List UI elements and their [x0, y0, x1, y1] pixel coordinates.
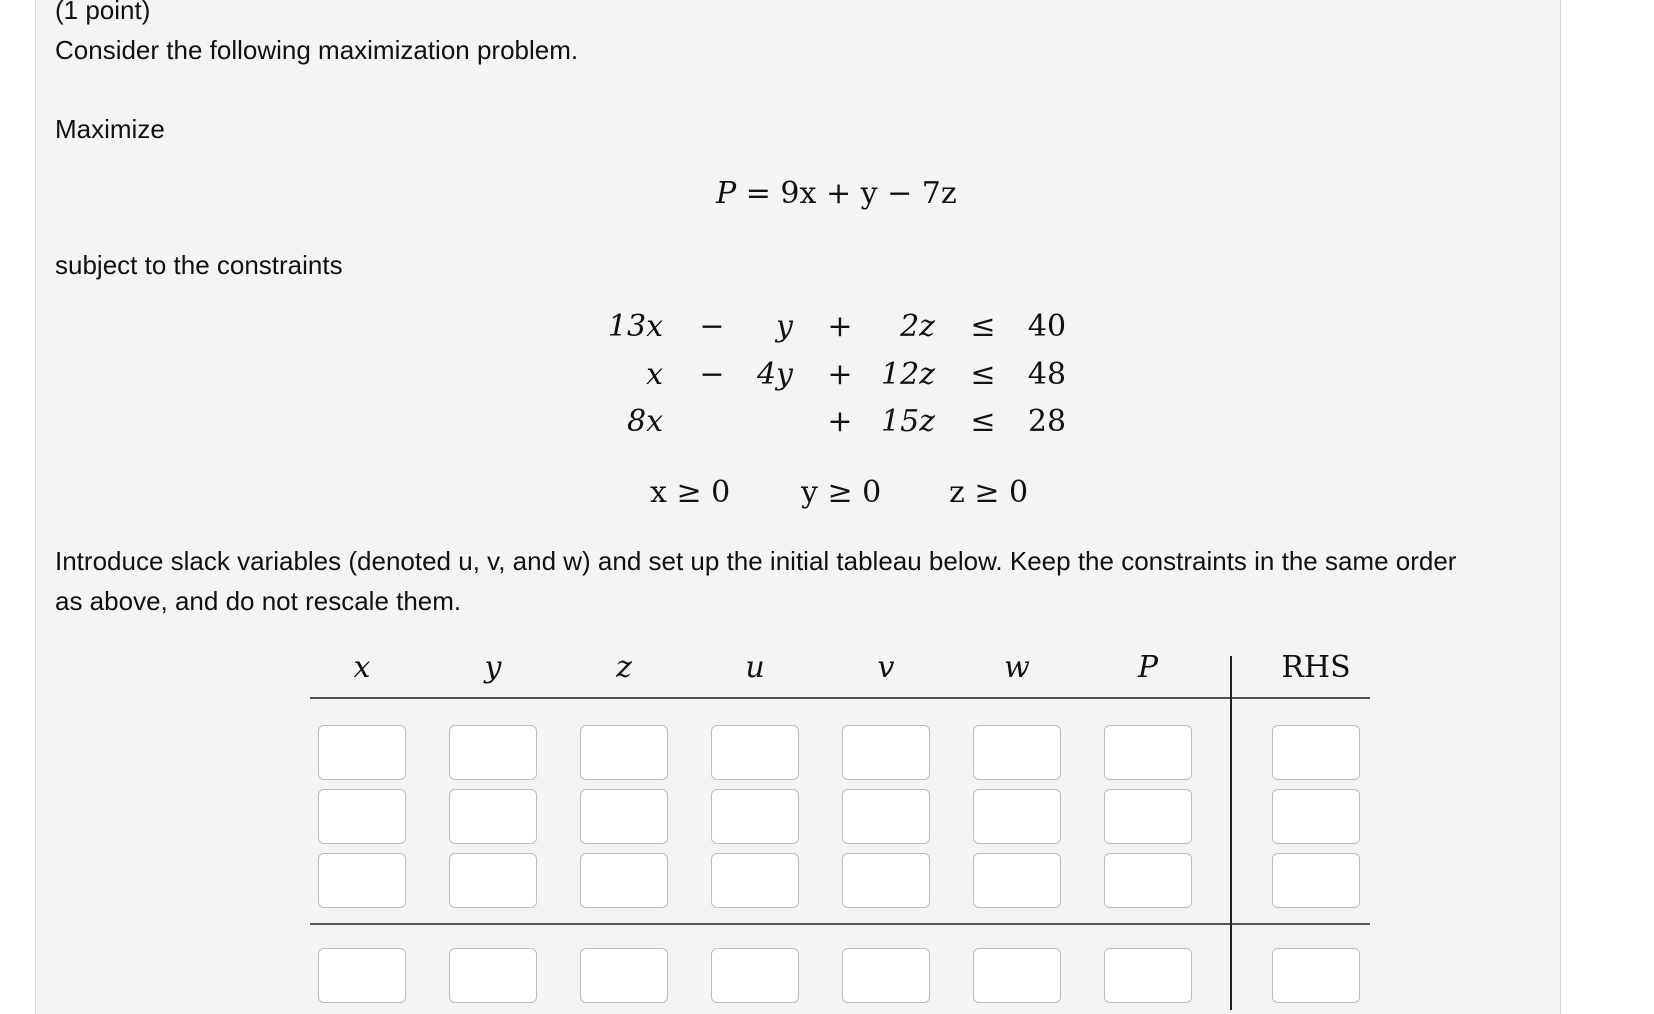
constraint-row-1-x-input[interactable]: [318, 725, 406, 780]
constraint-2-c: 12z: [881, 357, 935, 392]
constraint-row-2-u-input[interactable]: [711, 789, 799, 844]
header-w: w: [1004, 650, 1030, 685]
constraint-row-2-rhs-input[interactable]: [1272, 789, 1360, 844]
constraint-1-rhs: 40: [1027, 309, 1067, 344]
problem-intro: Consider the following maximization problem.: [55, 35, 579, 65]
constraint-2-rhs: 48: [1027, 357, 1067, 392]
header-divider: [310, 697, 1370, 699]
constraint-3-a: 8x: [626, 404, 663, 439]
constraint-row-1-p-input[interactable]: [1104, 725, 1192, 780]
constraint-row-1-v-input[interactable]: [842, 725, 930, 780]
header-rhs: RHS: [1281, 650, 1351, 685]
constraint-1-rel: ≤: [970, 309, 996, 344]
objective-row-y-input[interactable]: [449, 948, 537, 1003]
objective-function: [716, 176, 957, 211]
header-p: P: [1137, 650, 1159, 685]
constraint-2-a: x: [646, 357, 663, 392]
instructions-line-2: as above, and do not rescale them.: [55, 586, 462, 616]
constraint-row-3-w-input[interactable]: [973, 853, 1061, 908]
constraint-row-2-w-input[interactable]: [973, 789, 1061, 844]
nonneg-1: x ≥ 0: [650, 475, 731, 510]
constraint-row-1-z-input[interactable]: [580, 725, 668, 780]
constraint-2-op2: +: [827, 357, 853, 392]
constraint-row-2-v-input[interactable]: [842, 789, 930, 844]
constraint-row-2-x-input[interactable]: [318, 789, 406, 844]
constraint-row-1-y-input[interactable]: [449, 725, 537, 780]
points-label: (1 point): [55, 0, 151, 25]
header-v: v: [877, 650, 895, 685]
constraint-1-b: y: [776, 309, 793, 344]
objective-divider: [310, 923, 1370, 925]
constraint-3-c: 15z: [881, 404, 935, 439]
objective-row-z-input[interactable]: [580, 948, 668, 1003]
header-x: x: [353, 650, 371, 685]
objective-row-u-input[interactable]: [711, 948, 799, 1003]
constraints-label: subject to the constraints: [55, 250, 343, 280]
constraint-row-3-rhs-input[interactable]: [1272, 853, 1360, 908]
constraint-row-3-p-input[interactable]: [1104, 853, 1192, 908]
constraint-row-2-p-input[interactable]: [1104, 789, 1192, 844]
constraint-row-3-v-input[interactable]: [842, 853, 930, 908]
constraint-row-3-y-input[interactable]: [449, 853, 537, 908]
objective-lhs: P: [716, 176, 737, 211]
objective-rhs: 9x + y − 7z: [780, 176, 957, 211]
nonneg-2: y ≥ 0: [801, 475, 882, 510]
constraint-3-rhs: 28: [1027, 404, 1067, 439]
objective-row-v-input[interactable]: [842, 948, 930, 1003]
constraint-2-op1: −: [699, 357, 725, 392]
header-u: u: [745, 650, 765, 685]
header-y: y: [484, 650, 502, 685]
constraint-row-1-w-input[interactable]: [973, 725, 1061, 780]
constraint-row-2-y-input[interactable]: [449, 789, 537, 844]
constraint-row-1-rhs-input[interactable]: [1272, 725, 1360, 780]
objective-eq: =: [745, 176, 771, 211]
header-z: z: [616, 650, 632, 685]
constraint-row-3-u-input[interactable]: [711, 853, 799, 908]
constraint-1-c: 2z: [900, 309, 935, 344]
constraint-1-op1: −: [699, 309, 725, 344]
instructions-line-1: Introduce slack variables (denoted u, v, and w) and set up the initial tableau below. Keep the constraints in the same order: [55, 546, 1457, 576]
constraint-1-a: 13x: [607, 309, 663, 344]
constraint-row-1-u-input[interactable]: [711, 725, 799, 780]
constraint-3-op2: +: [827, 404, 853, 439]
constraint-row-3-z-input[interactable]: [580, 853, 668, 908]
nonneg-3: z ≥ 0: [949, 475, 1029, 510]
objective-row-rhs-input[interactable]: [1272, 948, 1360, 1003]
rhs-divider: [1230, 656, 1232, 1010]
constraint-1-op2: +: [827, 309, 853, 344]
objective-row-p-input[interactable]: [1104, 948, 1192, 1003]
constraint-row-3-x-input[interactable]: [318, 853, 406, 908]
constraint-2-rel: ≤: [970, 357, 996, 392]
maximize-label: Maximize: [55, 114, 165, 144]
objective-row-x-input[interactable]: [318, 948, 406, 1003]
constraint-row-2-z-input[interactable]: [580, 789, 668, 844]
constraint-2-b: 4y: [756, 357, 793, 392]
constraint-3-rel: ≤: [970, 404, 996, 439]
objective-row-w-input[interactable]: [973, 948, 1061, 1003]
